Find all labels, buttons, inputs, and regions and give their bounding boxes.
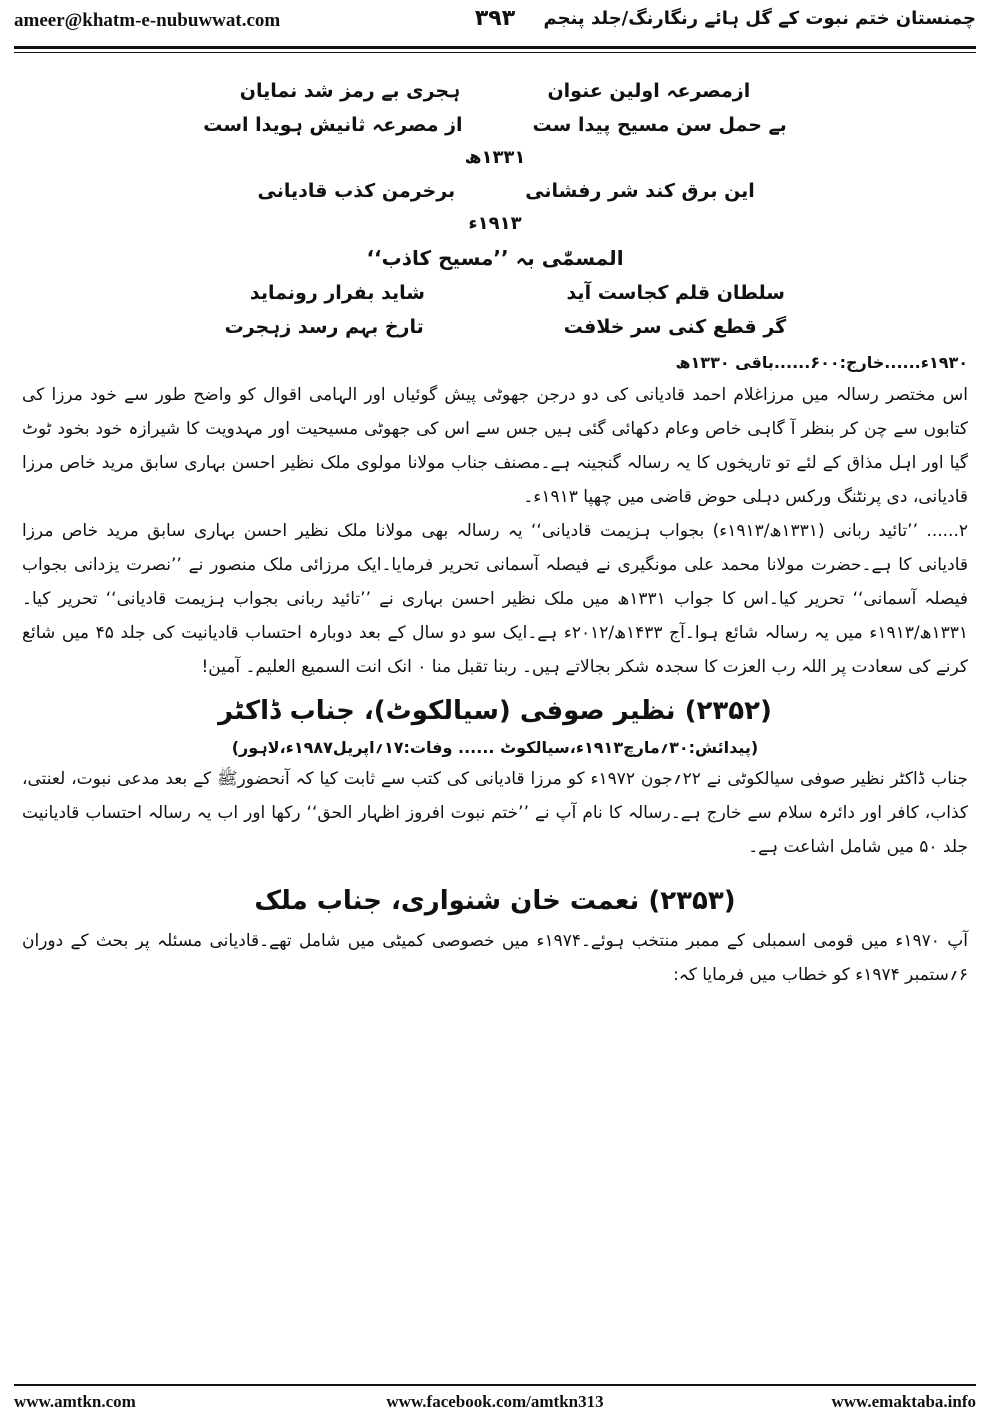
header-rule-thin — [14, 52, 976, 53]
verse-couplet — [22, 310, 968, 344]
paragraph: آپ ۱۹۷۰ء میں قومی اسمبلی کے ممبر منتخب ہوئے۔۱۹۷۴ء میں خصوصی کمیٹی میں شامل تھے۔قادیانی مسئلہ پر بحث کے دوران ۶؍ستمبر ۱۹۷۴ء کو خطاب میں فرمایا کہ: — [22, 931, 968, 985]
verse-first-half: ازمصرعہ اولین عنوان — [547, 80, 751, 102]
verse-first-half: این برق کند شر رفشانی — [525, 180, 755, 202]
page-footer — [14, 1390, 976, 1416]
verse-first-half: گر قطع کنی سر خلافت — [563, 316, 787, 338]
verse-first-half: سلطان قلم کجاست آید — [566, 282, 785, 304]
header-rule-thick — [14, 46, 976, 49]
verse-couplet — [22, 108, 968, 142]
section-heading: (۲۳۵۳) نعمت خان شنواری، جناب ملک — [254, 886, 736, 916]
verse-couplet — [22, 74, 968, 108]
footer-link-amtkn[interactable]: www.amtkn.com — [14, 1392, 136, 1411]
verse-first-half: بے حمل سن مسیح پیدا ست — [532, 114, 787, 136]
page-header — [14, 0, 976, 44]
verse-second-half: برخرمن کذب قادیانی — [257, 180, 456, 202]
paragraph: ۲...... ’’تائید ربانی (۱۳۳۱ھ/۱۹۱۳ء) بجواب ہزیمت قادیانی‘‘ یہ رسالہ بھی مولانا ملک نظیر احسن بہاری سابق مرید خاص مرزا قادیانی کا ہے۔حضرت مولانا محمد علی مونگیری نے فیصلہ آسمانی تحریر فرمایا۔ایک مرزائی ملک منصور نے ’’نصرت یزدانی بجواب فیصلہ آسمانی‘‘ تحریر کیا۔اس کا جواب ۱۳۳۱ھ میں ملک نظیر احسن بہاری نے ’’تائید ربانی بجواب ہزیمت قادیانی‘‘ تحریر کیا۔ ۱۳۳۱ھ/۱۹۱۳ء میں یہ رسالہ شائع ہوا۔آج ۱۴۳۳ھ/۲۰۱۲ء ہے۔ایک سو دو سال کے بعد دوبارہ احتساب قادیانیت کی جلد ۴۵ میں شائع کرنے کی سعادت پر اللہ رب العزت کا سجدہ شکر بجالاتے ہیں۔ ربنا تقبل منا ۰ انک انت السمیع العلیم۔ آمین! — [22, 521, 968, 677]
hijri-year: ۱۳۳۱ھ — [464, 147, 526, 168]
book-title: چمنستان ختم نبوت کے گل ہائے رنگارنگ/جلد پنجم — [543, 8, 976, 29]
verse-second-half: شاید بفرار رونماید — [249, 282, 425, 304]
footer-link-emaktaba[interactable]: www.emaktaba.info — [831, 1392, 976, 1411]
paragraph: اس مختصر رسالہ میں مرزاغلام احمد قادیانی کی دو درجن جھوٹی پیش گوئیاں اور الہامی اقوال کو واضح طور سے خود مرزا کی کتابوں سے چن کر بنظر آ گاہی خاص وعام دکھائی گئی ہیں جس سے اس کی جھوٹی مسیحیت اور مہدویت کا شیرازہ خود بخود ٹوٹ گیا اور اہل مذاق کے لئے تو تاریخوں کا یہ رسالہ گنجینہ ہے۔مصنف جناب مولانا مولوی ملک نظیر احسن بہاری سابق مرید خاص مرزا قادیانی، دی پرنٹنگ ورکس دہلی حوض قاضی میں چھپا ۱۹۱۳ء۔ — [22, 385, 968, 507]
footer-link-facebook[interactable]: www.facebook.com/amtkn313 — [386, 1392, 604, 1411]
date-calculation: ۱۹۳۰ء......خارج:۶۰۰......باقی ۱۳۳۰ھ — [675, 353, 968, 372]
section-dates: (پیدائش:۳۰؍مارچ۱۹۱۳ء،سیالکوٹ ...... وفات:۱۷؍اپریل۱۹۸۷ء،لاہور) — [231, 738, 759, 757]
named-title: المسمّٰی بہ ’’مسیح کاذب‘‘ — [366, 246, 624, 270]
gregorian-year: ۱۹۱۳ء — [468, 213, 522, 234]
verse-second-half: تارخ بہم رسد زہجرت — [224, 316, 424, 338]
footer-rule — [14, 1384, 976, 1386]
paragraph: جناب ڈاکٹر نظیر صوفی سیالکوٹی نے ۲۲؍جون ۱۹۷۲ء کو مرزا قادیانی کی کتب سے ثابت کیا کہ آنحضورﷺ کے بعد مدعی نبوت، لعنتی، کذاب، کافر اور دائرہ سلام سے خارج ہے۔رسالہ کا نام آپ نے ’’ختم نبوت افروز اظہار الحق‘‘ رکھا اور اب یہ رسالہ احتساب قادیانیت جلد ۵۰ میں شامل اشاعت ہے۔ — [22, 769, 969, 857]
page-body — [22, 74, 968, 992]
verse-second-half: از مصرعہ ثانیش ہویدا است — [203, 114, 463, 136]
section-heading: (۲۳۵۲) نظیر صوفی (سیالکوٹ)، جناب ڈاکٹر — [218, 696, 772, 726]
header-email: ameer@khatm-e-nubuwwat.com — [14, 10, 281, 31]
page-number: ۳۹۳ — [474, 6, 516, 31]
verse-second-half: ہجری بے رمز شد نمایان — [239, 80, 461, 102]
verse-couplet — [22, 174, 968, 208]
verse-couplet — [22, 276, 968, 310]
